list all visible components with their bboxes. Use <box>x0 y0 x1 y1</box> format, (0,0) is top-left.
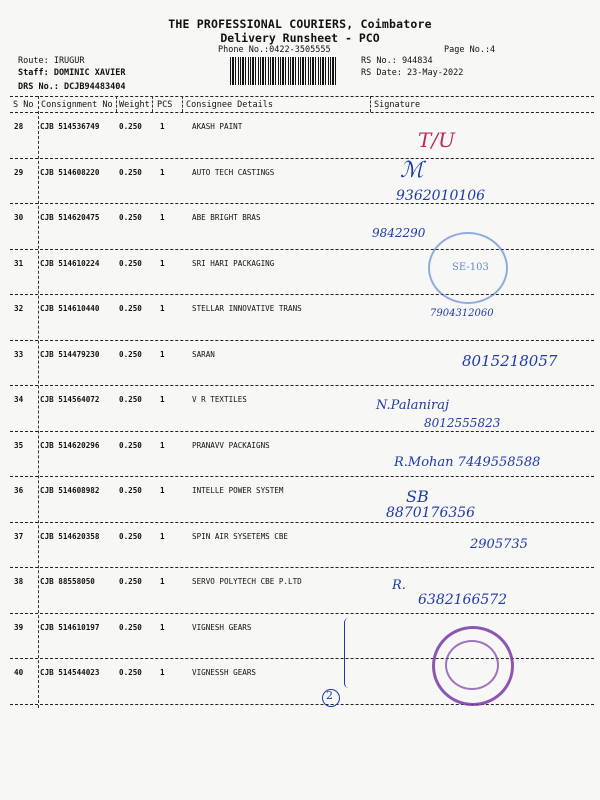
row-sno: 36 <box>14 486 24 495</box>
signature-row-38-phone: 6382166572 <box>418 592 508 608</box>
header-sno: S No <box>13 100 34 110</box>
row-weight: 0.250 <box>119 531 142 541</box>
row-consignment: CJB 514610440 <box>40 304 100 313</box>
row-separator <box>10 203 594 204</box>
row-consignee: SARAN <box>192 349 215 359</box>
row-weight: 0.250 <box>119 258 142 268</box>
row-pcs: 1 <box>160 622 165 632</box>
row-consignee: PRANAVV PACKAIGNS <box>192 440 270 450</box>
rs-date: RS Date: 23-May-2022 <box>361 68 464 78</box>
row-consignment: CJB 514479230 <box>40 349 100 359</box>
signature-row-29: 9362010106 <box>396 188 486 204</box>
row-consignment: CJB 514610197 <box>40 622 100 632</box>
row-sno: 40 <box>14 668 24 677</box>
row-pcs: 1 <box>160 486 165 495</box>
row-sno: 34 <box>14 395 24 404</box>
signature-scribble-29: ℳ <box>400 158 424 183</box>
row-sno: 30 <box>14 213 24 222</box>
row-weight: 0.250 <box>119 668 142 677</box>
signature-row-30: 9842290 <box>372 226 426 240</box>
row-sno: 37 <box>14 531 24 541</box>
table-header-rule <box>10 112 594 113</box>
column-divider <box>152 96 153 112</box>
drs-number: DRS No.: DCJB94483404 <box>18 82 126 92</box>
row-consignee: VIGNESH GEARS <box>192 622 252 632</box>
row-pcs: 1 <box>160 213 165 222</box>
company-stamp-purple-inner <box>445 640 499 690</box>
row-separator <box>10 158 594 159</box>
row-pcs: 1 <box>160 304 165 313</box>
row-separator <box>10 294 594 295</box>
row-consignee: AUTO TECH CASTINGS <box>192 167 275 177</box>
column-divider <box>38 96 39 708</box>
rs-number: RS No.: 944834 <box>361 56 433 66</box>
row-weight: 0.250 <box>119 440 142 450</box>
row-pcs: 1 <box>160 258 165 268</box>
company-title: THE PROFESSIONAL COURIERS, Coimbatore <box>168 17 432 31</box>
signature-row-33: 8015218057 <box>462 352 558 370</box>
row-consignment: CJB 514608220 <box>40 167 100 177</box>
runsheet-subtitle: Delivery Runsheet - PCO <box>220 31 380 45</box>
row-weight: 0.250 <box>119 486 142 495</box>
header-consignee: Consignee Details <box>186 100 273 110</box>
row-consignee: AKASH PAINT <box>192 122 243 131</box>
row-pcs: 1 <box>160 167 165 177</box>
row-consignee: STELLAR INNOVATIVE TRANS <box>192 304 302 313</box>
column-divider <box>116 96 117 112</box>
header-signature: Signature <box>374 100 421 110</box>
row-consignment: CJB 514536749 <box>40 122 100 131</box>
row-sno: 39 <box>14 622 24 632</box>
row-consignee: V R TEXTILES <box>192 395 247 404</box>
signature-row-35: R.Mohan 7449558588 <box>394 455 541 470</box>
stamp-text-row-31: SE-103 <box>452 262 489 273</box>
row-weight: 0.250 <box>119 304 142 313</box>
row-consignee: SERVO POLYTECH CBE P.LTD <box>192 577 302 586</box>
signature-row-38-name: R. <box>392 578 406 593</box>
table-top-rule <box>10 96 594 97</box>
header-consignment: Consignment No <box>41 100 113 110</box>
signature-row-28: T/U <box>418 128 455 152</box>
row-separator <box>10 704 594 705</box>
row-consignment: CJB 514608982 <box>40 486 100 495</box>
row-weight: 0.250 <box>119 349 142 359</box>
page-number: Page No.:4 <box>444 45 496 55</box>
row-consignment: CJB 514620475 <box>40 213 100 222</box>
row-sno: 32 <box>14 304 24 313</box>
phone-number: Phone No.:0422-3505555 <box>218 45 331 55</box>
row-separator <box>10 476 594 477</box>
row-consignment: CJB 514620358 <box>40 531 100 541</box>
row-consignee: VIGNESSH GEARS <box>192 668 257 677</box>
signature-row-37: 2905735 <box>470 537 528 552</box>
header-weight: Weight <box>119 100 150 110</box>
row-consignee: INTELLE POWER SYSTEM <box>192 486 284 495</box>
row-consignment: CJB 514610224 <box>40 258 100 268</box>
row-consignee: ABE BRIGHT BRAS <box>192 213 261 222</box>
row-sno: 28 <box>14 122 24 131</box>
header-pcs: PCS <box>157 100 173 110</box>
row-weight: 0.250 <box>119 577 142 586</box>
row-pcs: 1 <box>160 531 165 541</box>
row-weight: 0.250 <box>119 122 142 131</box>
route-label: Route: IRUGUR <box>18 56 85 66</box>
row-sno: 35 <box>14 440 24 450</box>
row-sno: 31 <box>14 258 24 268</box>
row-consignment: CJB 514620296 <box>40 440 100 450</box>
row-consignment: CJB 514544023 <box>40 668 100 677</box>
signature-row-36-initials: SB <box>406 487 429 506</box>
signature-row-32: 7904312060 <box>430 308 494 319</box>
row-weight: 0.250 <box>119 213 142 222</box>
row-consignee: SRI HARI PACKAGING <box>192 258 275 268</box>
row-consignee: SPIN AIR SYSETEMS CBE <box>192 531 289 541</box>
row-pcs: 1 <box>160 122 165 131</box>
row-weight: 0.250 <box>119 622 142 632</box>
signature-row-34-name: N.Palaniraj <box>376 398 450 413</box>
signature-stroke-39 <box>344 618 353 688</box>
column-divider <box>182 96 183 112</box>
row-sno: 38 <box>14 577 24 586</box>
row-pcs: 1 <box>160 395 165 404</box>
signature-row-34-phone: 8012555823 <box>424 416 501 430</box>
row-pcs: 1 <box>160 440 165 450</box>
row-separator <box>10 613 594 614</box>
row-separator <box>10 385 594 386</box>
row-separator <box>10 522 594 523</box>
row-pcs: 1 <box>160 349 165 359</box>
barcode-image <box>230 57 338 85</box>
row-separator <box>10 249 594 250</box>
column-divider <box>370 96 371 112</box>
row-sno: 33 <box>14 349 24 359</box>
row-sno: 29 <box>14 167 24 177</box>
row-consignment: CJB 88558050 <box>40 577 95 586</box>
staff-label: Staff: DOMINIC XAVIER <box>18 68 126 78</box>
signature-row-40: 2 <box>326 689 333 702</box>
row-separator <box>10 340 594 341</box>
row-weight: 0.250 <box>119 167 142 177</box>
row-separator <box>10 567 594 568</box>
row-weight: 0.250 <box>119 395 142 404</box>
signature-row-36-phone: 8870176356 <box>386 505 476 521</box>
row-pcs: 1 <box>160 577 165 586</box>
row-consignment: CJB 514564072 <box>40 395 100 404</box>
row-pcs: 1 <box>160 668 165 677</box>
row-separator <box>10 431 594 432</box>
